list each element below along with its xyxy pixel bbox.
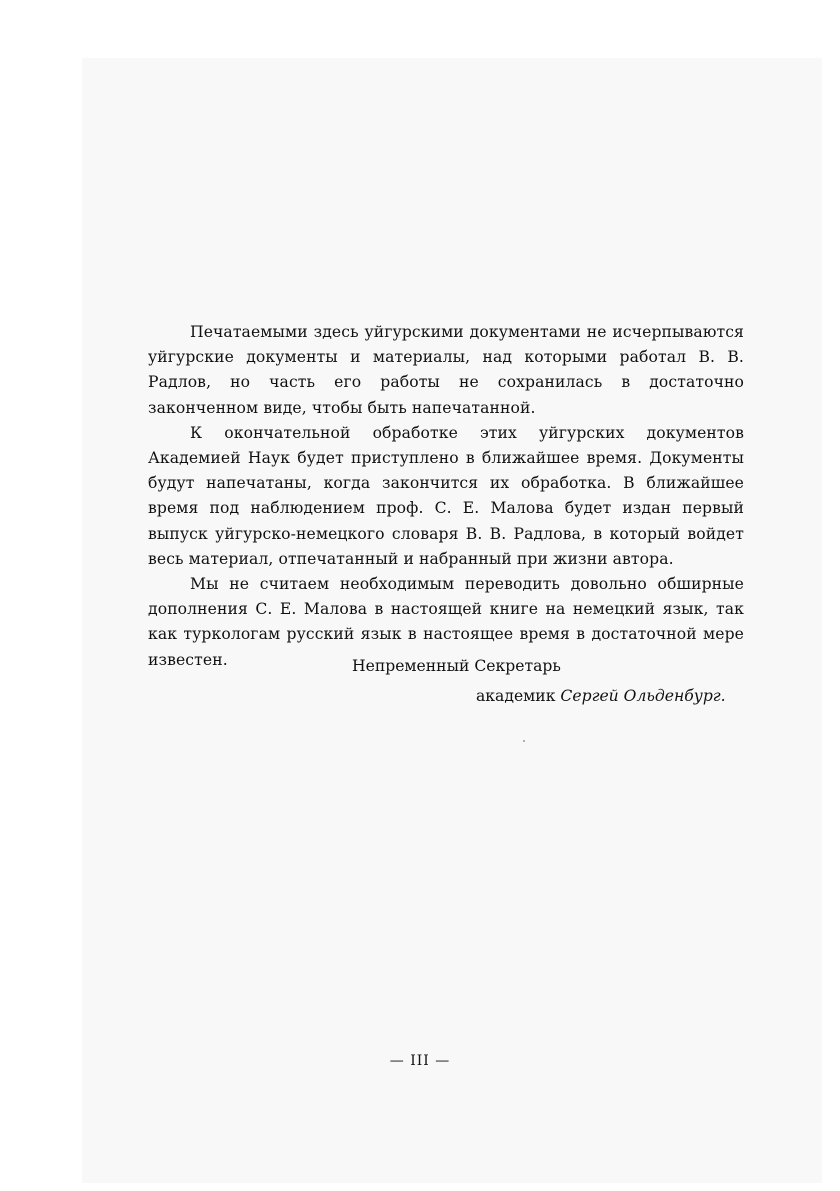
paragraph-3: Мы не считаем необходимым переводить довольно обширные дополнения С. Е. Малова в настоящей книге на немецкий язык, так как туркологам русский язык в настоящее время в достаточной мере известен.	[148, 575, 744, 669]
signature-rank: академик	[476, 687, 556, 705]
ink-speck	[523, 740, 525, 742]
page-number: — III —	[389, 1053, 451, 1069]
signature-title: Непременный Секретарь	[352, 657, 561, 675]
body-text	[148, 320, 744, 673]
paragraph-1: Печатаемыми здесь уйгурскими документами не исчерпываются уйгурские документы и материалы, над которыми работал В. В. Радлов, но часть его работы не сохранилась в достаточно законченном виде, чтобы быть напечатанной.	[148, 323, 744, 417]
paragraph-2: К окончательной обработке этих уйгурских документов Академией Наук будет приступлено в ближайшее время. Документы будут напечатаны, когда закончится их обработка. В ближайшее время под наблюдением проф. С. Е. Малова будет издан первый выпуск уйгурско-немецкого словаря В. В. Радлова, в который войдет весь материал, отпечатанный и набранный при жизни автора.	[148, 423, 744, 568]
signature-name: Сергей Ольденбург.	[560, 687, 726, 705]
signature-line	[476, 687, 726, 705]
